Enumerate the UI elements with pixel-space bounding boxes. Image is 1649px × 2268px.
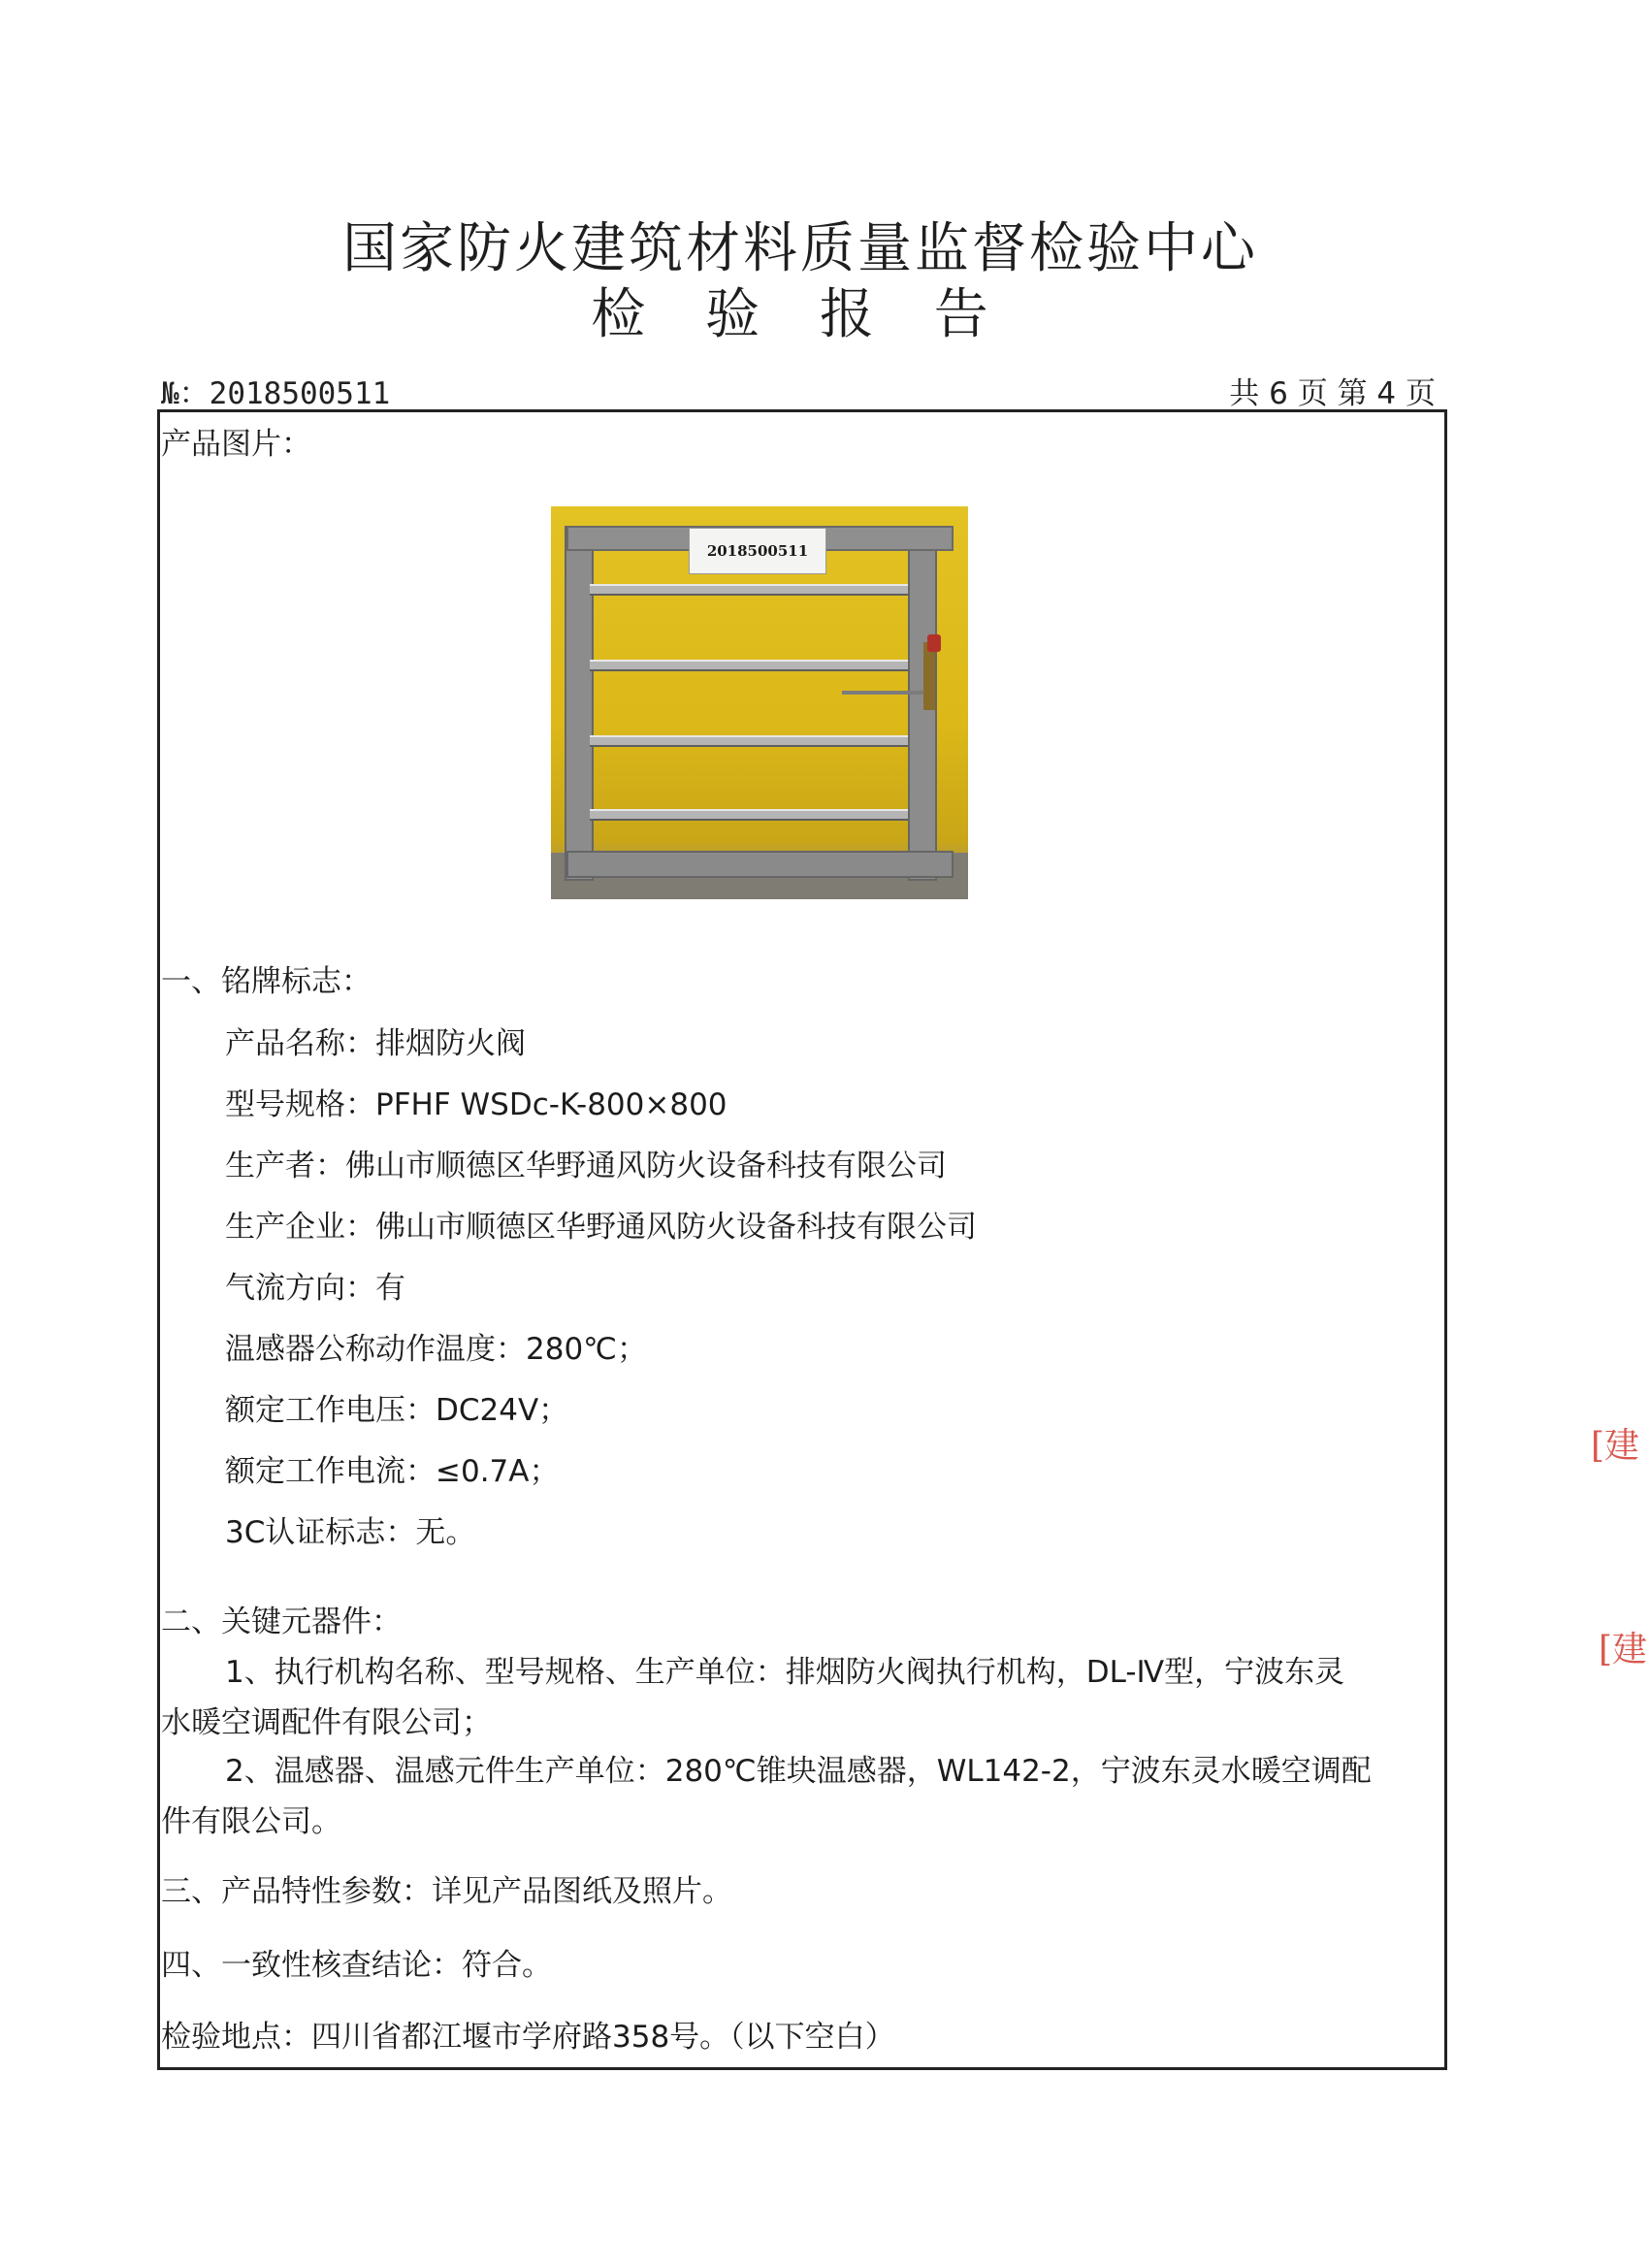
nameplate-line: 3C认证标志：无。 [225, 1515, 476, 1550]
nameplate-line: 额定工作电压：DC24V； [225, 1393, 569, 1428]
component-1-line-1: 1、执行机构名称、型号规格、生产单位：排烟防火阀执行机构，DL-Ⅳ型，宁波东灵 [225, 1655, 1345, 1690]
report-title: 检 验 报 告 [591, 283, 1010, 346]
page-info: 共 6 页 第 4 页 [1229, 376, 1436, 411]
seal-fragment: [建 [1599, 1630, 1648, 1669]
damper-blade [590, 809, 908, 821]
nameplate-line: 温感器公称动作温度：280℃； [225, 1332, 647, 1367]
nameplate-line: 生产者：佛山市顺德区华野通风防火设备科技有限公司 [225, 1149, 947, 1183]
damper-frame-bottom [566, 851, 954, 878]
org-title: 国家防火建筑材料质量监督检验中心 [342, 217, 1258, 280]
actuator-body [923, 642, 935, 710]
key-components-heading: 二、关键元器件： [161, 1604, 402, 1639]
section-3: 三、产品特性参数：详见产品图纸及照片。 [161, 1874, 732, 1909]
product-photo [551, 506, 968, 899]
product-image-heading: 产品图片： [161, 427, 311, 462]
nameplate-line: 气流方向：有 [225, 1271, 405, 1306]
test-location: 检验地点：四川省都江堰市学府路358号。（以下空白） [161, 2020, 895, 2055]
nameplate-line: 额定工作电流：≤0.7A； [225, 1454, 560, 1489]
report-number: №：2018500511 [161, 376, 391, 411]
component-2-line-2: 件有限公司。 [161, 1804, 341, 1839]
section-4: 四、一致性核查结论：符合。 [161, 1948, 552, 1983]
damper-blade [590, 584, 908, 596]
component-1-line-2: 水暖空调配件有限公司； [161, 1705, 492, 1740]
nameplate-line: 产品名称：排烟防火阀 [225, 1026, 526, 1061]
nameplate-heading: 一、铭牌标志： [161, 964, 372, 999]
damper-blade [590, 660, 908, 671]
actuator-lever [842, 691, 923, 695]
sample-label: 2018500511 [689, 528, 826, 574]
nameplate-line: 生产企业：佛山市顺德区华野通风防火设备科技有限公司 [225, 1210, 977, 1245]
damper-post-left [565, 526, 594, 881]
component-2-line-1: 2、温感器、温感元件生产单位：280℃锥块温感器，WL142-2，宁波东灵水暖空调配 [225, 1754, 1372, 1789]
damper-blade [590, 735, 908, 747]
actuator-knob [927, 634, 941, 652]
nameplate-line: 型号规格：PFHF WSDc-K-800×800 [225, 1087, 728, 1122]
seal-fragment: [建 [1591, 1426, 1640, 1466]
